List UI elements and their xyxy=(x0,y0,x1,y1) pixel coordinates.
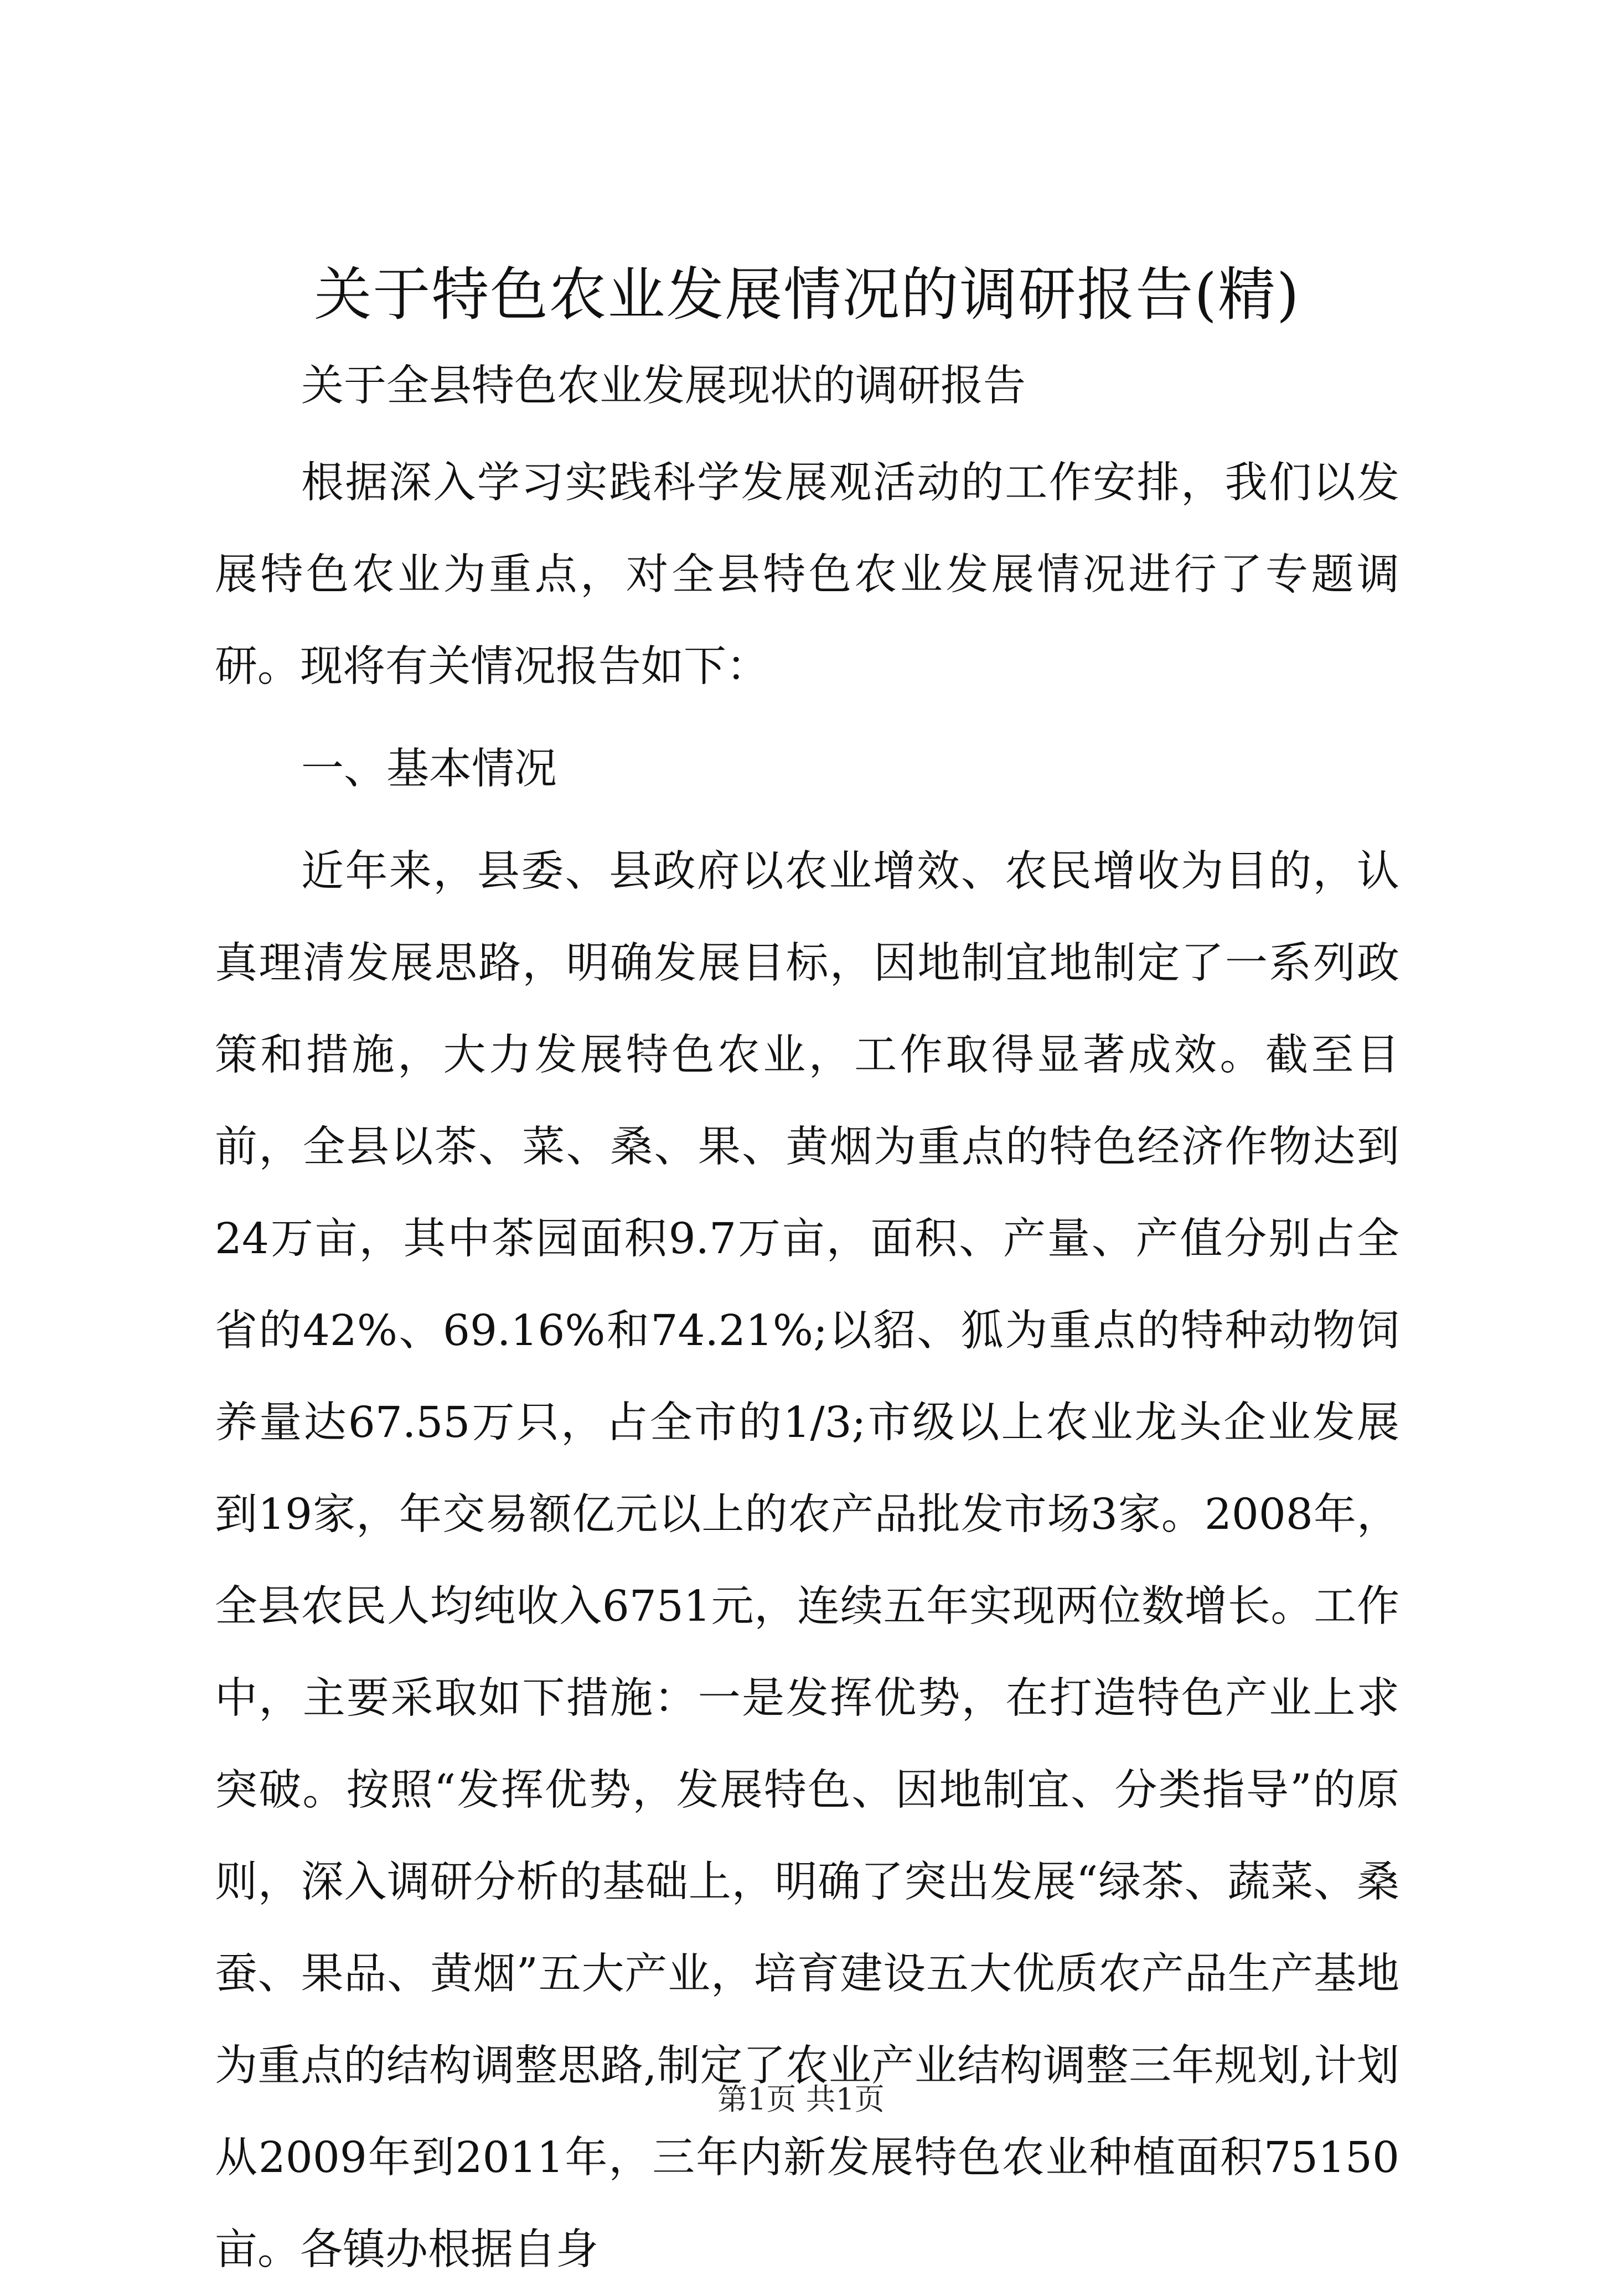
intro-paragraph: 根据深入学习实践科学发展观活动的工作安排，我们以发展特色农业为重点，对全县特色农业发展情况进行了专题调研。现将有关情况报告如下： xyxy=(215,458,1399,691)
body-paragraph: 近年来，县委、县政府以农业增效、农民增收为目的，认真理清发展思路，明确发展目标，因地制宜地制定了一系列政策和措施，大力发展特色农业，工作取得显著成效。截至目前，全县以茶、菜、桑、果、黄烟为重点的特色经济作物达到24万亩，其中茶园面积9.7万亩，面积、产量、产值分别占全省的42%、69.16%和74.21%;以貂、狐为重点的特种动物饲养量达67.55万只，占全市的1/3;市级以上农业龙头企业发展到19家，年交易额亿元以上的农产品批发市场3家。2008年，全县农民人均纯收入6751元，连续五年实现两位数增长。工作中，主要采取如下措施：一是发挥优势，在打造特色产业上求突破。按照“发挥优势，发展特色、因地制宜、分类指导”的原则，深入调研分析的基础上，明确了突出发展“绿茶、蔬菜、桑蚕、果品、黄烟”五大产业，培育建设五大优质农产品生产基地为重点的结构调整思路,制定了农业产业结构调整三年规划,计划从2009年到2011年，三年内新发展特色农业种植面积75150亩。各镇办根据自身 xyxy=(215,847,1399,2274)
document-subtitle: 关于全县特色农业发展现状的调研报告 xyxy=(301,361,1026,411)
document-content xyxy=(215,260,1399,2296)
page-footer: 第1页 共1页 xyxy=(717,2082,885,2117)
section-heading: 一、基本情况 xyxy=(301,744,557,794)
document-title: 关于特色农业发展情况的调研报告(精) xyxy=(314,261,1300,328)
